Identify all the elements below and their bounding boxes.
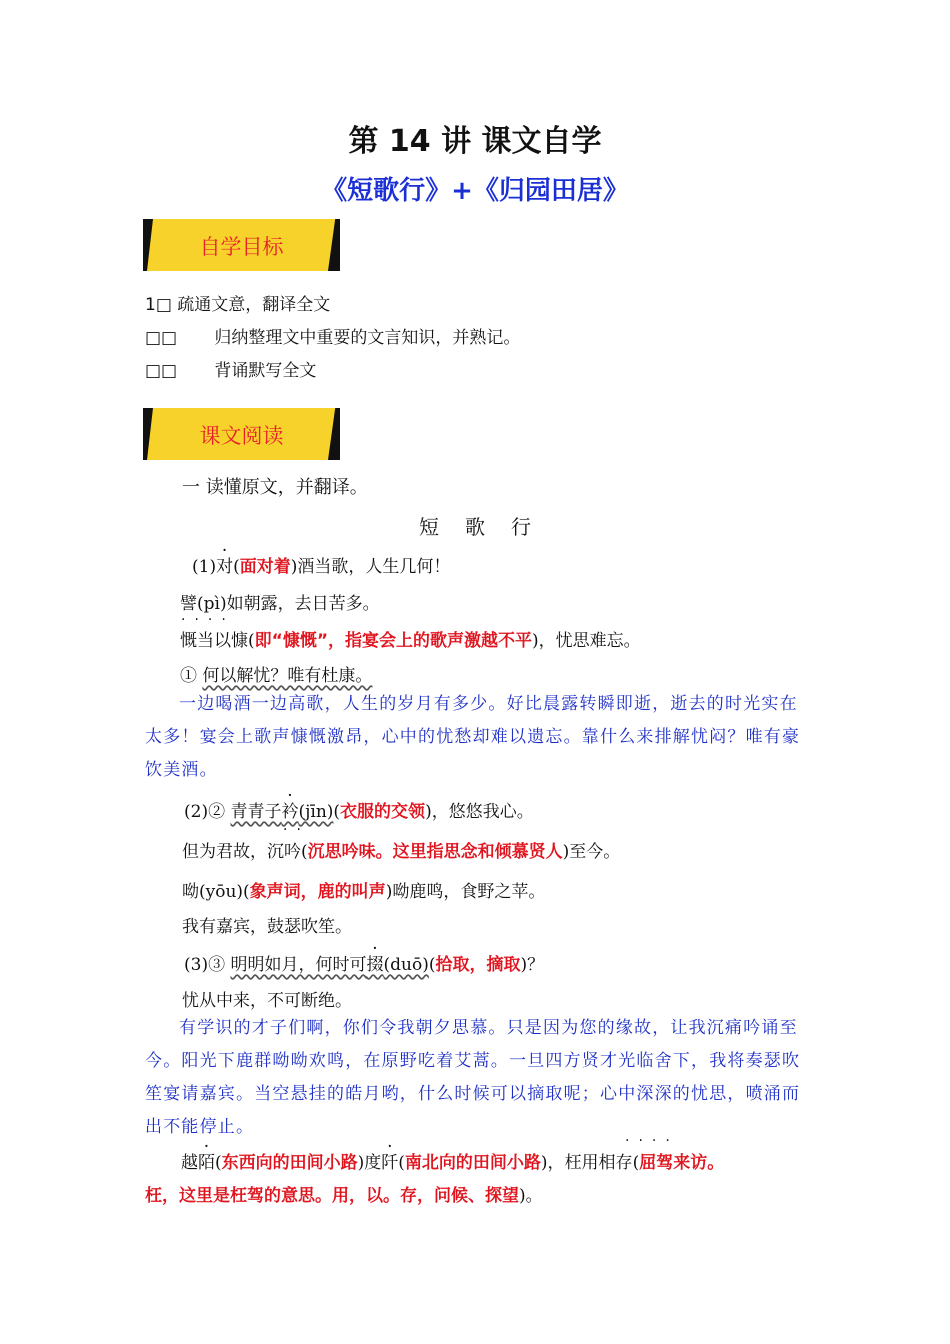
goals-banner (143, 219, 340, 271)
paren: ( (301, 842, 308, 862)
goal-item (145, 290, 330, 315)
line-text: )？ (520, 955, 545, 975)
keyword: 慨当以慷 (180, 631, 248, 651)
poem-line (182, 837, 620, 862)
paren: ( (233, 557, 240, 577)
underlined-text: 青青子 (230, 802, 282, 822)
poem-line: 我有嘉宾，鼓瑟吹笙。 (182, 917, 352, 937)
annotation: 象声词，鹿的叫声 (249, 882, 386, 902)
reading-banner (143, 408, 340, 460)
emphasis-dots: ···· (181, 612, 235, 628)
goal-number: □□ (145, 361, 178, 381)
marker-circle: ① (180, 666, 197, 686)
poem-line (192, 552, 450, 577)
translation-block (145, 1012, 810, 1144)
reading-banner-label: 课文阅读 (199, 424, 284, 448)
emphasis-dots: ···· (625, 1133, 679, 1149)
annotation: 即“慷慨”，指宴会上的歌声激越不平 (254, 631, 532, 651)
stanza-number: (1) (192, 557, 217, 577)
line-text: )酒当歌，人生几何！ (290, 557, 451, 577)
line-text: )，忧思难忘。 (532, 631, 641, 651)
line-text: 越 (181, 1153, 198, 1173)
underlined-text: 明明如月，何时可 (230, 955, 367, 975)
paren: ( (632, 1153, 640, 1173)
paren: ( (215, 1153, 222, 1173)
line-text: 呦(yōu)( (182, 882, 250, 902)
translation-text: 一边喝酒一边高歌，人生的岁月有多少。好比晨露转瞬即逝，逝去的时光实在太多！宴会上歌声慷慨激昂，心中的忧愁却难以遗忘。靠什么来排解忧闷？唯有豪饮美酒。 (145, 694, 801, 780)
goal-text: 疏通文意，翻译全文 (177, 295, 331, 315)
annotation: 东西向的田间小路 (221, 1153, 358, 1173)
underlined-text: 何以解忧？唯有杜康。 (202, 666, 373, 686)
poem-title: 短歌行 (419, 515, 557, 539)
line-text: )。 (519, 1186, 543, 1206)
goal-text: 背诵默写全文 (214, 361, 317, 381)
goals-banner-label: 自学目标 (199, 235, 284, 259)
poem-line: 譬(pì)如朝露，去日苦多。 (180, 594, 380, 614)
goal-text: 归纳整理文中重要的文言知识，并熟记。 (214, 328, 521, 348)
page-subtitle: 《短歌行》+《归园田居》 (321, 176, 629, 206)
translation-block (145, 688, 810, 787)
keyword: 枉用相存 (564, 1153, 633, 1173)
paren: ( (398, 1153, 405, 1173)
keyword: 沉吟 (267, 842, 301, 862)
annotation: 沉思吟味。这里指思念和倾慕贤人 (307, 842, 563, 862)
emphasis-dots: ·· (283, 822, 310, 838)
stanza-number: (3)③ (184, 955, 226, 975)
poem-line (180, 626, 641, 651)
pinyin: (jīn) (298, 802, 334, 822)
goal-number: □□ (145, 328, 178, 348)
poem-line (180, 661, 372, 686)
pinyin: (duō) (383, 955, 429, 975)
annotation: 南北向的田间小路 (404, 1153, 541, 1173)
reading-instruction: 一 读懂原文，并翻译。 (182, 477, 368, 498)
paren: ( (333, 802, 341, 822)
poem-line (184, 797, 534, 822)
paren: ( (428, 955, 436, 975)
goal-item (145, 323, 520, 348)
annotation: 屈驾来访。 (639, 1153, 725, 1173)
line-text: )度 (357, 1153, 382, 1173)
keyword: 陌 (198, 1153, 215, 1173)
paren: ( (248, 631, 255, 651)
keyword: 掇 (366, 955, 384, 975)
annotation: 面对着 (239, 557, 291, 577)
line-text: )呦鹿鸣，食野之苹。 (385, 882, 546, 902)
goal-item (145, 356, 316, 381)
annotation: 枉，这里是枉驾的意思。用，以。存，问候、探望 (145, 1186, 519, 1206)
goal-number: 1□ (145, 295, 172, 315)
poem-line (184, 950, 544, 975)
keyword: 对 (216, 557, 234, 577)
poem-line: 忧从中来，不可断绝。 (182, 991, 352, 1011)
keyword: 衿 (281, 802, 299, 822)
poem-line (182, 877, 545, 902)
annotation: 拾取，摘取 (435, 955, 521, 975)
line-text: )，悠悠我心。 (425, 802, 534, 822)
page-title: 第 14 讲 课文自学 (348, 124, 602, 159)
poem-paragraph (145, 1147, 815, 1213)
line-text: 但为君故， (182, 842, 267, 862)
translation-text: 有学识的才子们啊，你们令我朝夕思慕。只是因为您的缘故，让我沉痛吟诵至今。阳光下鹿群呦呦欢鸣，在原野吃着艾蒿。一旦四方贤才光临舍下，我将奏瑟吹笙宴请嘉宾。当空悬挂的皓月哟，什么时候可以摘取呢；心中深深的忧思，喷涌而出不能停止。 (145, 1018, 801, 1137)
annotation: 衣服的交领 (340, 802, 426, 822)
line-text: )， (540, 1153, 565, 1173)
keyword: 阡 (381, 1153, 399, 1173)
line-text: )至今。 (562, 842, 621, 862)
stanza-number: (2)② (184, 802, 226, 822)
